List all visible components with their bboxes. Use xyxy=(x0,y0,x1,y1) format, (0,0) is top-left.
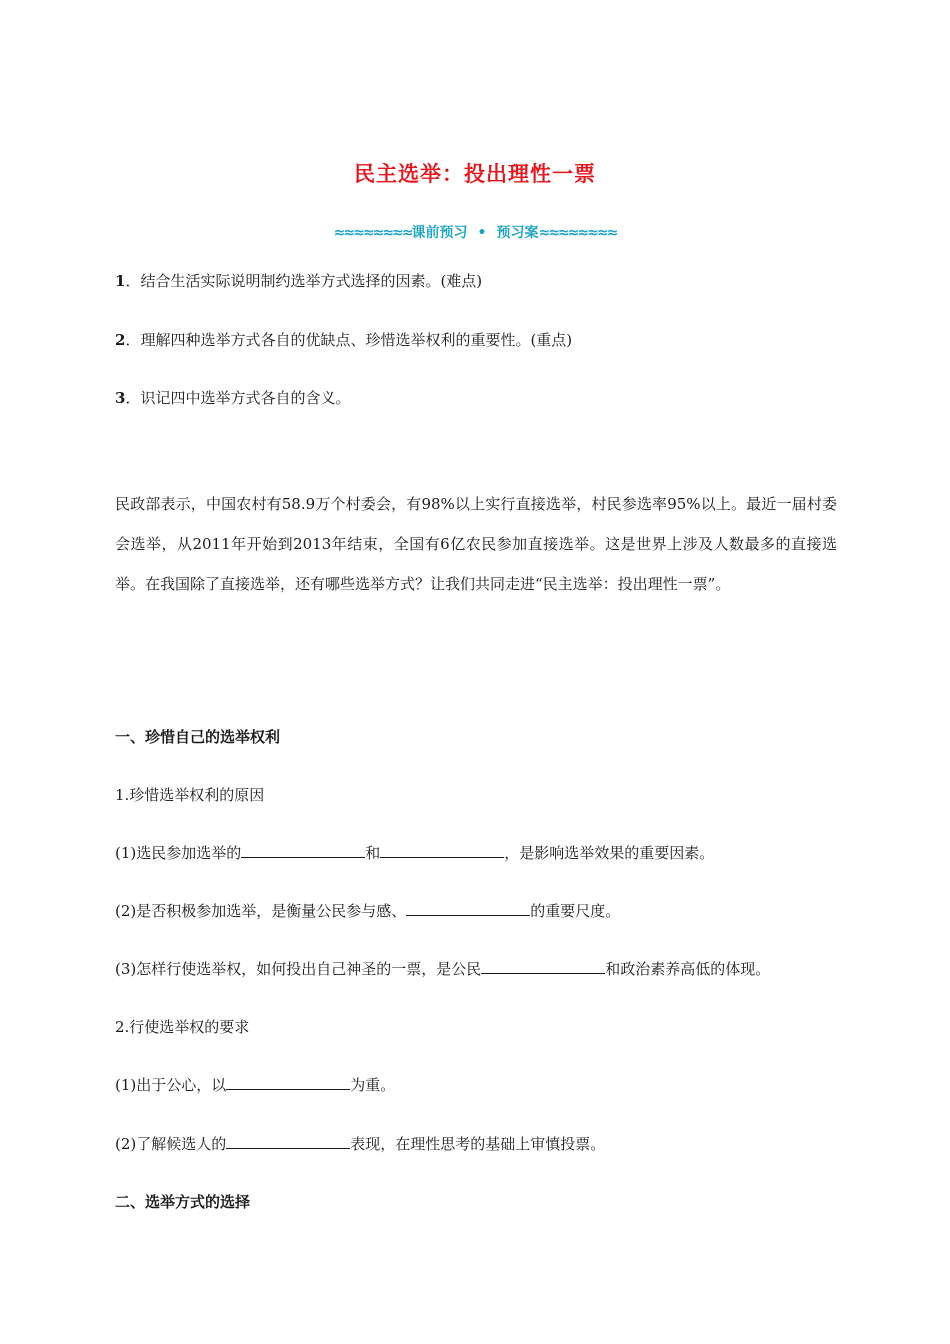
fill-item-2 xyxy=(115,900,835,921)
subsection-2-title: 2.行使选举权的要求 xyxy=(115,1018,250,1036)
goal-text: ．结合生活实际说明制约选举方式选择的因素。(难点) xyxy=(125,272,483,290)
section-2-heading: 二、选举方式的选择 xyxy=(115,1193,251,1211)
wave-decoration-right: ≈≈≈≈≈≈≈≈ xyxy=(538,225,617,241)
fill-item-3 xyxy=(115,958,835,979)
answer-blank[interactable] xyxy=(481,959,605,974)
item-text: 为重。 xyxy=(350,1076,396,1094)
learning-goal-3 xyxy=(115,387,835,408)
intro-paragraph: 民政部表示，中国农村有58.9万个村委会，有98%以上实行直接选举，村民参选率95%以上。最近一届村委会选举，从2011年开始到2013年结束，全国有6亿农民参加直接选举。这是世界上涉及人数最多的直接选举。在我国除了直接选举，还有哪些选举方式？让我们共同走进“民主选举：投出理性一票”。 xyxy=(115,495,837,593)
learning-goal-1 xyxy=(115,270,835,291)
item-text: 的重要尺度。 xyxy=(530,902,621,920)
banner-dot: • xyxy=(477,225,487,241)
item-text: 和 xyxy=(365,844,381,862)
section-1-heading: 一、珍惜自己的选举权利 xyxy=(115,728,281,746)
item-text: 和政治素养高低的体现。 xyxy=(605,960,771,978)
goal-number: 2 xyxy=(115,331,126,349)
goal-text: ．识记四中选举方式各自的含义。 xyxy=(125,389,351,407)
answer-blank[interactable] xyxy=(406,901,530,916)
answer-blank[interactable] xyxy=(226,1134,350,1149)
item-text: (3)怎样行使选举权，如何投出自己神圣的一票，是公民 xyxy=(115,960,482,978)
fill-item-5 xyxy=(115,1133,835,1154)
banner-label-right: 预习案 xyxy=(496,225,539,241)
answer-blank[interactable] xyxy=(380,843,504,858)
fill-item-4 xyxy=(115,1074,835,1095)
document-title: 民主选举：投出理性一票 xyxy=(354,162,596,186)
preview-banner xyxy=(0,222,950,242)
answer-blank[interactable] xyxy=(241,843,365,858)
goal-number: 3 xyxy=(115,389,126,407)
answer-blank[interactable] xyxy=(226,1075,350,1090)
goal-text: ．理解四种选举方式各自的优缺点、珍惜选举权利的重要性。(重点) xyxy=(125,331,573,349)
wave-decoration-left: ≈≈≈≈≈≈≈≈ xyxy=(333,225,412,241)
learning-goal-2 xyxy=(115,329,835,350)
subsection-1-title: 1.珍惜选举权利的原因 xyxy=(115,786,265,804)
goal-number: 1 xyxy=(115,272,126,290)
item-text: (2)了解候选人的 xyxy=(115,1135,227,1153)
item-text: (2)是否积极参加选举，是衡量公民参与感、 xyxy=(115,902,407,920)
item-text: (1)选民参加选举的 xyxy=(115,844,242,862)
banner-label-left: 课前预习 xyxy=(411,225,468,241)
item-text: (1)出于公心，以 xyxy=(115,1076,227,1094)
item-text: ，是影响选举效果的重要因素。 xyxy=(504,844,715,862)
fill-item-1 xyxy=(115,842,835,863)
item-text: 表现，在理性思考的基础上审慎投票。 xyxy=(350,1135,606,1153)
